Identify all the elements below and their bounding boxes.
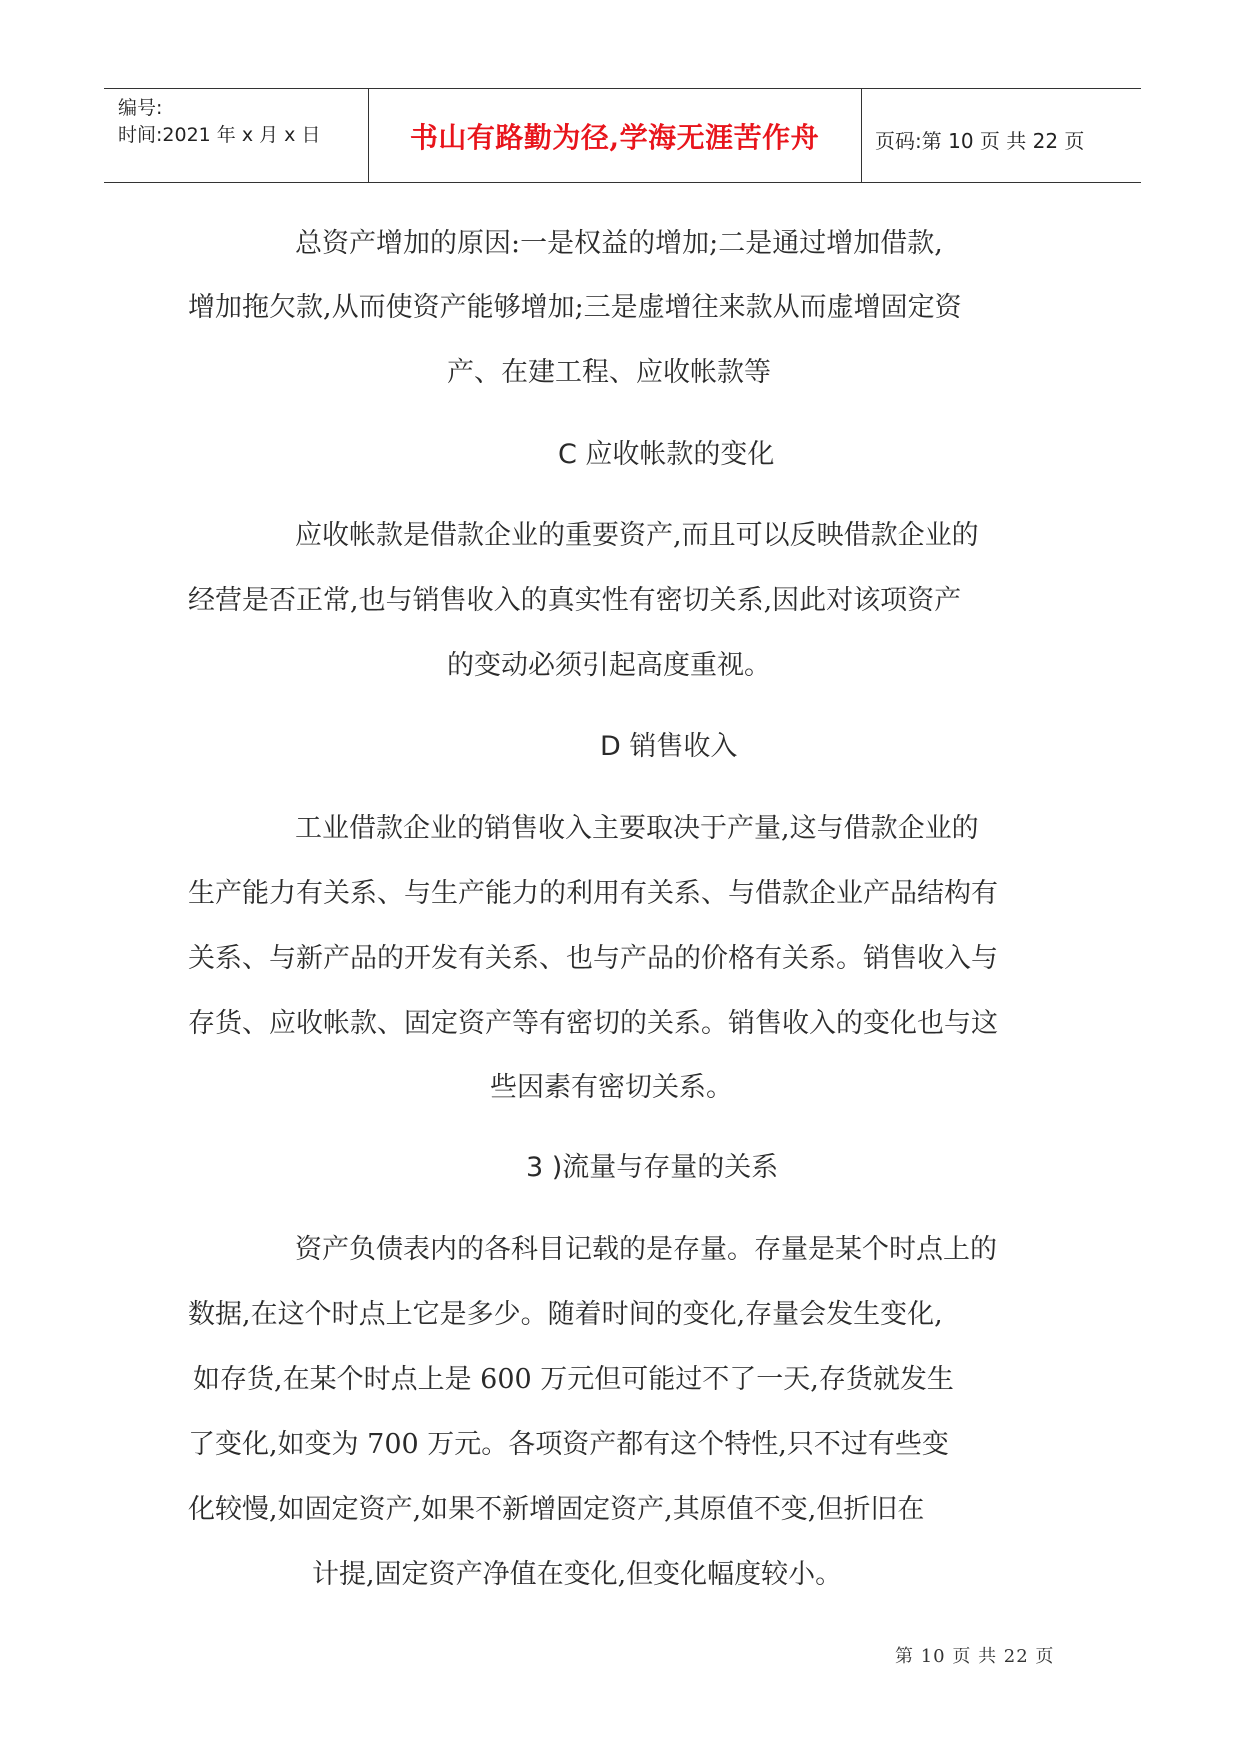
paragraph-line: 总资产增加的原因:一是权益的增加;二是通过增加借款,: [295, 228, 943, 259]
paragraph-line: 些因素有密切关系。: [490, 1072, 733, 1103]
paragraph-line: 工业借款企业的销售收入主要取决于产量,这与借款企业的: [295, 813, 979, 844]
header-motto-cell: [368, 89, 862, 182]
paragraph-line: 增加拖欠款,从而使资产能够增加;三是虚增往来款从而虚增固定资: [188, 292, 962, 323]
header-page-cell: [861, 89, 1141, 182]
header-page-number: 页码:第 10 页 共 22 页: [875, 129, 1085, 153]
paragraph-line: 如存货,在某个时点上是 600 万元但可能过不了一天,存货就发生: [193, 1364, 954, 1395]
section-heading: 3 )流量与存量的关系: [526, 1152, 779, 1183]
document-number-label: 编号:: [118, 97, 163, 119]
page-footer: 第 10 页 共 22 页: [895, 1646, 1055, 1667]
paragraph-line: 经营是否正常,也与销售收入的真实性有密切关系,因此对该项资产: [188, 585, 962, 616]
paragraph-line: 应收帐款是借款企业的重要资产,而且可以反映借款企业的: [295, 520, 979, 551]
paragraph-line: 产、在建工程、应收帐款等: [447, 357, 771, 388]
paragraph-line: 化较慢,如固定资产,如果不新增固定资产,其原值不变,但折旧在: [188, 1494, 925, 1525]
paragraph-line: 计提,固定资产净值在变化,但变化幅度较小。: [312, 1559, 843, 1590]
document-time-label: 时间:2021 年 x 月 x 日: [118, 124, 321, 146]
paragraph-line: 存货、应收帐款、固定资产等有密切的关系。销售收入的变化也与这: [188, 1008, 998, 1039]
header-info-cell: [104, 89, 369, 182]
section-heading: D 销售收入: [600, 731, 738, 762]
page-header-table: [104, 88, 1141, 183]
paragraph-line: 生产能力有关系、与生产能力的利用有关系、与借款企业产品结构有: [188, 878, 998, 909]
paragraph-line: 的变动必须引起高度重视。: [447, 650, 771, 681]
paragraph-line: 了变化,如变为 700 万元。各项资产都有这个特性,只不过有些变: [188, 1429, 949, 1460]
paragraph-line: 数据,在这个时点上它是多少。随着时间的变化,存量会发生变化,: [188, 1299, 943, 1330]
paragraph-line: 资产负债表内的各科目记载的是存量。存量是某个时点上的: [295, 1234, 997, 1265]
paragraph-line: 关系、与新产品的开发有关系、也与产品的价格有关系。销售收入与: [188, 943, 998, 974]
header-motto: 书山有路勤为径,学海无涯苦作舟: [409, 121, 820, 154]
section-heading: C 应收帐款的变化: [558, 439, 775, 470]
